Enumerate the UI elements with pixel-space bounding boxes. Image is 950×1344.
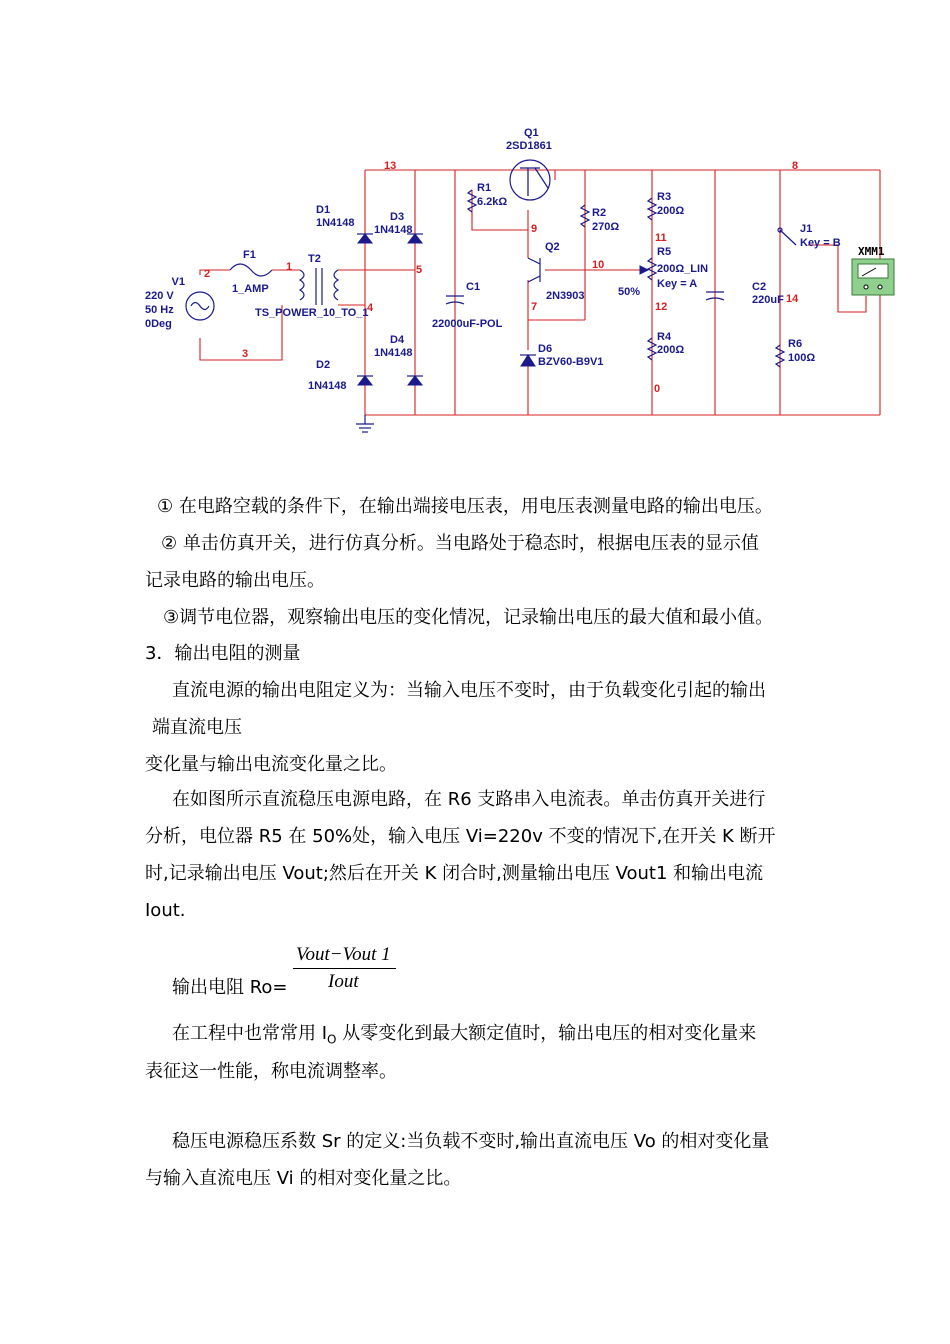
svg-text:8: 8: [792, 160, 799, 172]
stability-text: 稳压电源稳压系数 Sr 的定义:当负载不变时,输出直流电压 Vo 的相对变化量: [172, 1131, 770, 1152]
svg-text:9: 9: [531, 223, 538, 235]
svg-text:R6: R6: [788, 338, 803, 350]
procedure-cont-3: Iout.: [145, 900, 186, 921]
stability-cont: 与输入直流电压 Vi 的相对变化量之比。: [145, 1168, 462, 1189]
svg-text:C1: C1: [466, 281, 481, 293]
svg-text:0: 0: [654, 383, 661, 395]
svg-text:Key = B: Key = B: [800, 237, 841, 249]
svg-text:R5: R5: [657, 246, 672, 258]
svg-text:100Ω: 100Ω: [788, 352, 816, 364]
svg-text:1N4148: 1N4148: [316, 217, 355, 229]
svg-text:D2: D2: [316, 359, 331, 371]
d6-zener: [520, 343, 603, 368]
definition-cont: 端直流电压: [152, 717, 242, 738]
svg-text:200Ω: 200Ω: [657, 205, 685, 217]
svg-text:12: 12: [655, 301, 668, 313]
svg-text:T2: T2: [308, 253, 321, 265]
q2-transistor: [528, 241, 585, 302]
svg-text:13: 13: [384, 160, 397, 172]
svg-text:2SD1861: 2SD1861: [506, 140, 552, 152]
svg-text:7: 7: [531, 301, 538, 313]
definition-cont-2: 变化量与输出电流变化量之比。: [145, 754, 397, 775]
svg-text:1N4148: 1N4148: [374, 347, 413, 359]
svg-text:Q1: Q1: [524, 127, 539, 139]
svg-text:14: 14: [786, 293, 799, 305]
svg-text:J1: J1: [800, 223, 813, 235]
xmm1-multimeter: [852, 245, 894, 295]
svg-text:3: 3: [242, 348, 249, 360]
svg-text:R2: R2: [592, 207, 607, 219]
svg-text:270Ω: 270Ω: [592, 221, 620, 233]
c2-capacitor: [706, 281, 784, 306]
svg-text:1N4148: 1N4148: [308, 380, 347, 392]
svg-text:BZV60-B9V1: BZV60-B9V1: [538, 356, 604, 368]
fraction-bar: [293, 968, 396, 969]
svg-text:50 Hz: 50 Hz: [145, 304, 174, 316]
j1-switch: [778, 223, 841, 249]
svg-text:D1: D1: [316, 204, 331, 216]
svg-text:D4: D4: [390, 334, 405, 346]
svg-text:V1: V1: [171, 276, 185, 288]
ground-symbol: [356, 415, 374, 432]
procedure-cont: 分析，电位器 R5 在 50%处，输入电压 Vi=220v 不变的情况下,在开关 K 断开: [145, 826, 776, 847]
step-3-text: ③调节电位器，观察输出电压的变化情况，记录输出电压的最大值和最小值。: [163, 607, 774, 628]
svg-text:R3: R3: [657, 191, 672, 203]
svg-text:Key = A: Key = A: [657, 278, 698, 290]
formula-prefix: 输出电阻 Ro=: [172, 977, 288, 998]
svg-text:200Ω: 200Ω: [657, 344, 685, 356]
svg-text:1N4148: 1N4148: [374, 224, 413, 236]
current-regulation-text: [172, 1021, 756, 1053]
q1-transistor: [506, 127, 552, 200]
svg-text:10: 10: [592, 259, 605, 271]
t2-transformer: [255, 253, 369, 319]
step-2-cont: 记录电路的输出电压。: [145, 570, 325, 591]
svg-text:D3: D3: [390, 211, 405, 223]
svg-text:XMM1: XMM1: [858, 245, 885, 258]
svg-text:50%: 50%: [618, 286, 641, 298]
definition-text: 直流电源的输出电阻定义为：当输入电压不变时，由于负载变化引起的输出: [172, 680, 766, 701]
svg-text:200Ω_LIN: 200Ω_LIN: [657, 263, 709, 275]
section-heading: 3．输出电阻的测量: [145, 643, 301, 664]
svg-text:11: 11: [655, 232, 667, 244]
step-2-text: ② 单击仿真开关，进行仿真分析。当电路处于稳态时，根据电压表的显示值: [161, 533, 759, 554]
svg-text:TS_POWER_10_TO_1: TS_POWER_10_TO_1: [255, 307, 369, 319]
svg-text:6.2kΩ: 6.2kΩ: [477, 196, 508, 208]
svg-text:R4: R4: [657, 331, 672, 343]
text-part: 在工程中也常常用 I: [172, 1023, 328, 1044]
c1-capacitor: [432, 281, 503, 330]
f1-fuse: [230, 249, 272, 295]
svg-text:R1: R1: [477, 182, 492, 194]
svg-text:4: 4: [367, 302, 374, 314]
svg-text:F1: F1: [243, 249, 256, 261]
svg-text:C2: C2: [752, 281, 767, 293]
subscript-o: O: [327, 1032, 337, 1047]
current-regulation-cont: 表征这一性能，称电流调整率。: [145, 1061, 397, 1082]
svg-text:22000uF-POL: 22000uF-POL: [432, 318, 503, 330]
procedure-text: 在如图所示直流稳压电源电路，在 R6 支路串入电流表。单击仿真开关进行: [172, 789, 766, 810]
resistors: [468, 182, 815, 367]
svg-text:5: 5: [416, 264, 423, 276]
step-1-text: ① 在电路空载的条件下，在输出端接电压表，用电压表测量电路的输出电压。: [157, 496, 773, 517]
procedure-cont-2: 时,记录输出电压 Vout;然后在开关 K 闭合时,测量输出电压 Vout1 和输出电流: [145, 863, 764, 884]
svg-text:220 V: 220 V: [145, 290, 174, 302]
text-part: 从零变化到最大额定值时，输出电压的相对变化量来: [336, 1023, 757, 1044]
circuit-schematic: [0, 0, 950, 460]
formula-numerator: Vout−Vout 1: [296, 944, 391, 965]
formula-denominator: Iout: [328, 971, 359, 992]
svg-text:220uF: 220uF: [752, 294, 784, 306]
svg-text:0Deg: 0Deg: [145, 318, 172, 330]
svg-text:1_AMP: 1_AMP: [232, 283, 269, 295]
svg-text:D6: D6: [538, 343, 553, 355]
v1-source: [145, 276, 214, 330]
svg-text:2N3903: 2N3903: [546, 290, 585, 302]
svg-text:2: 2: [204, 268, 211, 280]
wires: [200, 170, 880, 415]
svg-text:Q2: Q2: [545, 241, 560, 253]
svg-text:1: 1: [286, 261, 293, 273]
